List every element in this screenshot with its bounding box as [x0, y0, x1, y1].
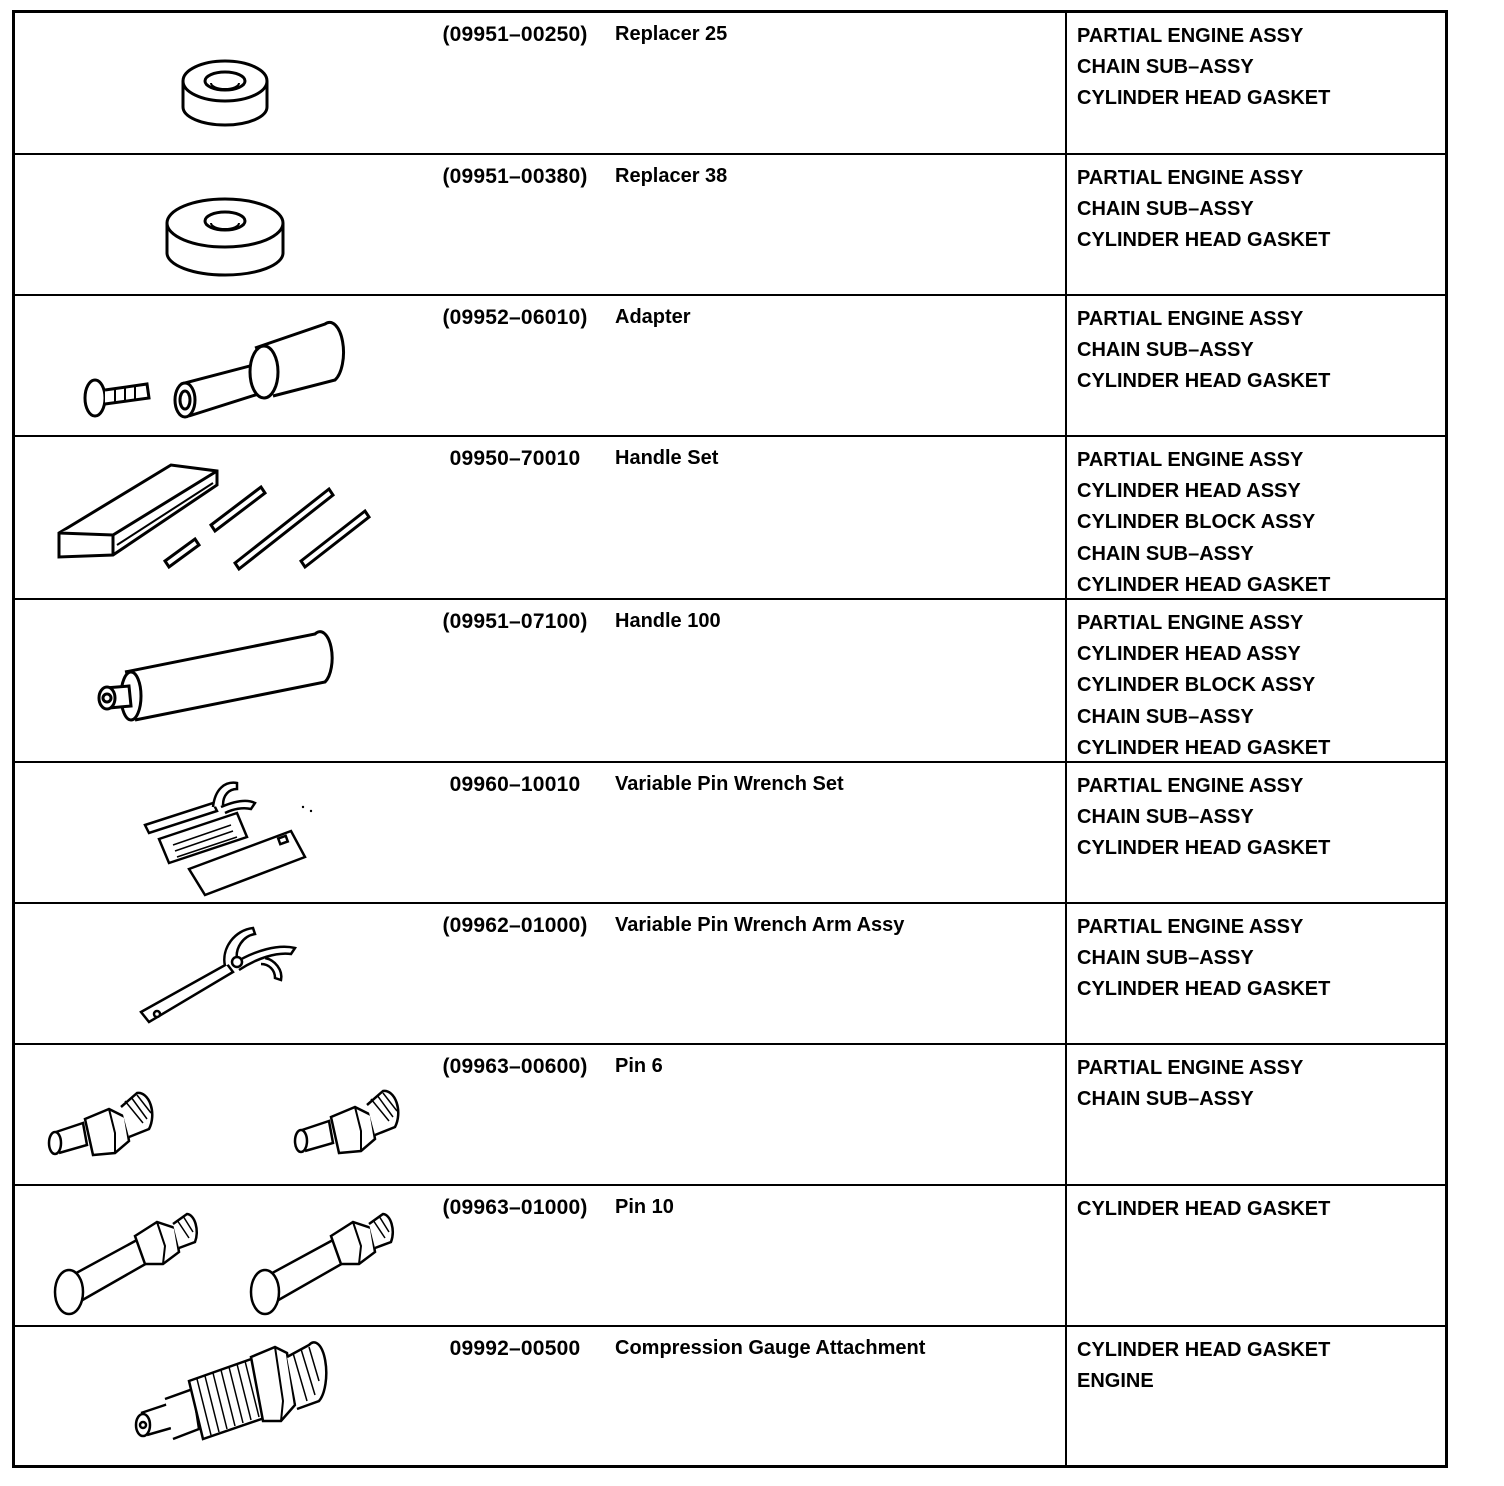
usage-list [1077, 304, 1330, 398]
usage-item: PARTIAL ENGINE ASSY [1077, 308, 1304, 330]
column-divider [1065, 155, 1067, 294]
tool-name: Handle Set [615, 447, 719, 469]
usage-item: CYLINDER HEAD ASSY [1077, 643, 1301, 666]
usage-item: CYLINDER HEAD GASKET [1077, 736, 1331, 759]
column-divider [1065, 437, 1067, 598]
column-divider [1065, 296, 1067, 435]
part-number: 09992–00500 [449, 1337, 581, 1360]
table-row [15, 155, 1445, 296]
usage-item: CYLINDER HEAD GASKET [1077, 1339, 1331, 1361]
variable-pin-wrench-arm-illustration [25, 908, 425, 1042]
variable-pin-wrench-set-illustration [25, 767, 425, 901]
part-number: (09962–01000) [442, 914, 588, 937]
table-row [15, 1186, 1445, 1327]
usage-list [1077, 1335, 1330, 1397]
column-divider [1065, 600, 1067, 761]
tool-name: Pin 10 [615, 1196, 674, 1218]
part-number: (09951–00380) [442, 165, 588, 188]
column-divider [1065, 1045, 1067, 1184]
handle-set-illustration [25, 441, 425, 597]
usage-item: PARTIAL ENGINE ASSY [1077, 167, 1304, 189]
table-row [15, 1045, 1445, 1186]
column-divider [1065, 904, 1067, 1043]
column-divider [1065, 13, 1067, 153]
tool-name: Compression Gauge Attachment [615, 1337, 926, 1359]
usage-item: CHAIN SUB–ASSY [1077, 1088, 1254, 1111]
special-service-tools-table [12, 10, 1448, 1468]
column-divider [1065, 763, 1067, 902]
usage-list [1077, 771, 1330, 865]
usage-item: CYLINDER HEAD GASKET [1077, 978, 1331, 1001]
usage-item: ENGINE [1077, 1370, 1154, 1393]
usage-list [1077, 445, 1330, 601]
tool-name: Pin 6 [615, 1055, 663, 1077]
usage-list [1077, 608, 1330, 764]
table-row [15, 437, 1445, 600]
usage-item: PARTIAL ENGINE ASSY [1077, 25, 1304, 47]
usage-item: CHAIN SUB–ASSY [1077, 56, 1254, 79]
usage-list [1077, 912, 1330, 1006]
table-row [15, 763, 1445, 904]
usage-item: CHAIN SUB–ASSY [1077, 806, 1254, 829]
usage-list [1077, 1053, 1303, 1115]
tool-name: Replacer 38 [615, 165, 728, 187]
usage-item: CYLINDER HEAD GASKET [1077, 837, 1331, 860]
tool-name: Adapter [615, 306, 691, 328]
usage-item: PARTIAL ENGINE ASSY [1077, 1057, 1304, 1079]
tool-name: Replacer 25 [615, 23, 728, 45]
usage-item: CYLINDER HEAD ASSY [1077, 480, 1301, 503]
usage-item: CYLINDER HEAD GASKET [1077, 370, 1331, 393]
part-number: (09951–00250) [442, 23, 588, 46]
part-number: (09963–01000) [442, 1196, 588, 1219]
part-number: 09950–70010 [449, 447, 581, 470]
handle-100-illustration [25, 604, 425, 760]
usage-item: PARTIAL ENGINE ASSY [1077, 775, 1304, 797]
usage-list [1077, 163, 1330, 257]
pin-6-illustration [25, 1049, 425, 1183]
table-row [15, 296, 1445, 437]
column-divider [1065, 1186, 1067, 1325]
usage-item: CYLINDER HEAD GASKET [1077, 229, 1331, 252]
usage-item: CYLINDER HEAD GASKET [1077, 1198, 1331, 1220]
usage-item: CHAIN SUB–ASSY [1077, 339, 1254, 362]
table-row [15, 904, 1445, 1045]
usage-list [1077, 21, 1330, 115]
adapter-illustration [25, 300, 425, 434]
part-number: (09951–07100) [442, 610, 588, 633]
usage-item: CYLINDER BLOCK ASSY [1077, 511, 1316, 534]
usage-item: CHAIN SUB–ASSY [1077, 198, 1254, 221]
table-row [15, 13, 1445, 155]
pin-10-illustration [25, 1190, 425, 1324]
usage-item: CHAIN SUB–ASSY [1077, 542, 1254, 565]
table-row [15, 1327, 1445, 1465]
usage-item: CYLINDER BLOCK ASSY [1077, 674, 1316, 697]
part-number: 09960–10010 [449, 773, 581, 796]
column-divider [1065, 1327, 1067, 1465]
replacer-25-illustration [25, 17, 425, 151]
table-row [15, 600, 1445, 763]
usage-item: CYLINDER HEAD GASKET [1077, 573, 1331, 596]
usage-item: PARTIAL ENGINE ASSY [1077, 612, 1304, 634]
tool-name: Variable Pin Wrench Set [615, 773, 844, 795]
usage-item: CHAIN SUB–ASSY [1077, 705, 1254, 728]
usage-list [1077, 1194, 1330, 1225]
usage-item: CYLINDER HEAD GASKET [1077, 87, 1331, 110]
usage-item: PARTIAL ENGINE ASSY [1077, 916, 1304, 938]
usage-item: CHAIN SUB–ASSY [1077, 947, 1254, 970]
compression-gauge-attachment-illustration [25, 1331, 425, 1463]
replacer-38-illustration [25, 159, 425, 293]
part-number: (09963–00600) [442, 1055, 588, 1078]
usage-item: PARTIAL ENGINE ASSY [1077, 449, 1304, 471]
part-number: (09952–06010) [442, 306, 588, 329]
tool-name: Variable Pin Wrench Arm Assy [615, 914, 905, 936]
tool-name: Handle 100 [615, 610, 721, 632]
